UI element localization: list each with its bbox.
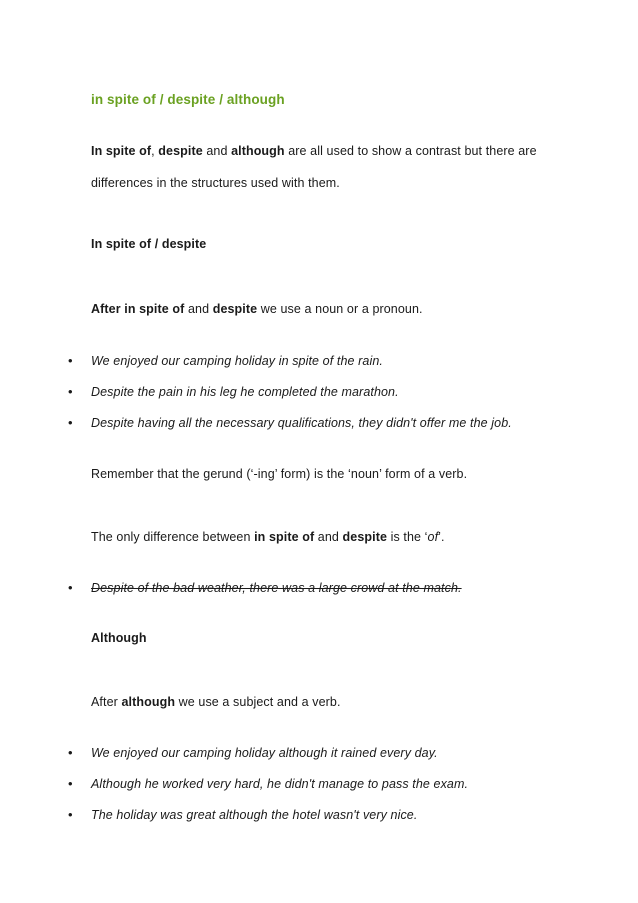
bullet-marker: • xyxy=(68,745,73,760)
incorrect-example: Despite of the bad weather, there was a large crowd at the match. xyxy=(91,581,462,595)
rule-text: we use a subject and a verb. xyxy=(175,695,341,709)
term-despite: despite xyxy=(342,530,388,544)
difference-note xyxy=(91,529,445,545)
rule-text: and xyxy=(184,302,213,316)
page-title: in spite of / despite / although xyxy=(91,92,285,107)
term-despite: despite xyxy=(212,302,258,316)
term-in-spite-of: In spite of xyxy=(91,144,152,158)
bullet-marker: • xyxy=(68,807,73,822)
gerund-note: Remember that the gerund (‘-ing’ form) is the ‘noun’ form of a verb. xyxy=(91,467,468,481)
example-item: Although he worked very hard, he didn't manage to pass the exam. xyxy=(91,777,469,791)
rule-text: we use a noun or a pronoun. xyxy=(257,302,423,316)
term-although: although xyxy=(121,695,176,709)
intro-line-2: differences in the structures used with them. xyxy=(91,176,340,190)
bullet-marker: • xyxy=(68,415,73,430)
intro-text: , xyxy=(151,144,159,158)
note-text: and xyxy=(314,530,343,544)
rule-text: After xyxy=(91,302,125,316)
term-despite: despite xyxy=(158,144,203,158)
bullet-marker: • xyxy=(68,580,73,595)
term-in-spite-of: in spite of xyxy=(124,302,185,316)
term-in-spite-of: in spite of xyxy=(254,530,315,544)
example-item: Despite the pain in his leg he completed the marathon. xyxy=(91,385,399,399)
rule-in-spite-of-despite xyxy=(91,301,423,317)
example-item: We enjoyed our camping holiday in spite of the rain. xyxy=(91,354,383,368)
rule-although xyxy=(91,694,341,710)
note-text: ’. xyxy=(438,530,445,544)
intro-line-1 xyxy=(91,143,537,159)
note-text: The only difference between xyxy=(91,530,255,544)
note-text: is the ‘ xyxy=(387,530,428,544)
term-although: although xyxy=(231,144,285,158)
intro-text: are all used to show a contrast but there are xyxy=(284,144,537,158)
section-heading-although: Although xyxy=(91,631,147,645)
section-heading-in-spite-of-despite: In spite of / despite xyxy=(91,237,207,251)
term-of: of xyxy=(427,530,439,544)
intro-text: and xyxy=(202,144,232,158)
bullet-marker: • xyxy=(68,384,73,399)
example-item: Despite having all the necessary qualifications, they didn't offer me the job. xyxy=(91,416,512,430)
rule-text: After xyxy=(91,695,122,709)
example-item: We enjoyed our camping holiday although it rained every day. xyxy=(91,746,438,760)
example-item: The holiday was great although the hotel wasn't very nice. xyxy=(91,808,418,822)
bullet-marker: • xyxy=(68,353,73,368)
bullet-marker: • xyxy=(68,776,73,791)
